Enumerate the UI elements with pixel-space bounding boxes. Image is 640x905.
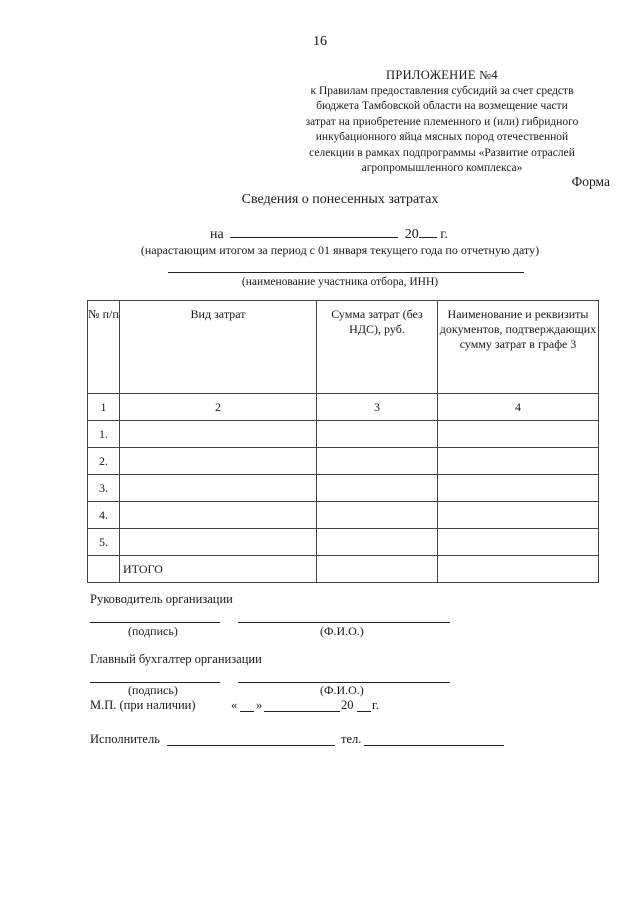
cost-type-cell[interactable]: [120, 421, 317, 448]
total-label: ИТОГО: [120, 556, 317, 583]
cost-type-cell[interactable]: [120, 502, 317, 529]
date-year: 20: [341, 698, 354, 712]
header-number: № п/п: [88, 301, 120, 394]
table-row: [88, 448, 599, 475]
cost-sum-cell[interactable]: [317, 529, 438, 556]
costs-table: [87, 300, 599, 583]
documents-cell[interactable]: [438, 421, 599, 448]
total-number-cell: [88, 556, 120, 583]
appendix-line: инкубационного яйца мясных пород отечественной: [315, 131, 569, 143]
column-number: 4: [438, 394, 599, 421]
accountant-label: Главный бухгалтер организации: [90, 652, 262, 666]
executor-label: Исполнитель: [90, 732, 160, 746]
executor-blank-line[interactable]: [167, 745, 335, 746]
column-number-row: [88, 394, 599, 421]
head-signature-caption: (подпись): [128, 624, 178, 638]
header-cost-sum: Сумма затрат (без НДС), руб.: [317, 301, 438, 394]
table-header-row: [88, 301, 599, 394]
row-number: 5.: [88, 529, 120, 556]
table-row: [88, 475, 599, 502]
appendix-line: агропромышленного комплекса»: [361, 162, 523, 174]
cost-sum-cell[interactable]: [317, 475, 438, 502]
appendix-line: селекции в рамках подпрограммы «Развитие отраслей: [309, 146, 575, 159]
table-row: [88, 421, 599, 448]
cost-sum-cell[interactable]: [317, 502, 438, 529]
date-close-quote: »: [256, 698, 263, 712]
column-number: 3: [317, 394, 438, 421]
date-year-suffix: г.: [440, 227, 448, 242]
cost-type-cell[interactable]: [120, 475, 317, 502]
head-fio-line[interactable]: [238, 622, 450, 623]
date-blank[interactable]: [230, 225, 398, 238]
appendix-line: бюджета Тамбовской области на возмещение части: [316, 100, 568, 112]
cost-sum-cell[interactable]: [317, 448, 438, 475]
form-label: Форма: [571, 174, 610, 189]
day-blank-line[interactable]: [240, 711, 254, 712]
head-label: Руководитель организации: [90, 592, 233, 606]
row-number: 4.: [88, 502, 120, 529]
appendix-header: [282, 68, 602, 177]
cumulative-note: (нарастающим итогом за период с 01 января текущего года по отчетную дату): [140, 243, 540, 257]
head-signature-line[interactable]: [90, 622, 220, 623]
cost-type-cell[interactable]: [120, 448, 317, 475]
column-number: 2: [120, 394, 317, 421]
participant-caption: (наименование участника отбора, ИНН): [241, 276, 439, 288]
page-number: 16: [313, 34, 327, 49]
table-row: [88, 502, 599, 529]
documents-cell[interactable]: [438, 475, 599, 502]
appendix-line: затрат на приобретение племенного и (или) гибридного: [305, 115, 579, 128]
cost-type-cell[interactable]: [120, 529, 317, 556]
total-sum-cell[interactable]: [317, 556, 438, 583]
year-blank-line[interactable]: [357, 711, 371, 712]
year-blank[interactable]: [419, 225, 437, 238]
participant-blank-line[interactable]: [168, 272, 524, 273]
row-number: 1.: [88, 421, 120, 448]
row-number: 2.: [88, 448, 120, 475]
total-row: [88, 556, 599, 583]
table-row: [88, 529, 599, 556]
date-year-prefix: 20: [404, 227, 419, 242]
documents-cell[interactable]: [438, 448, 599, 475]
documents-cell[interactable]: [438, 529, 599, 556]
row-number: 3.: [88, 475, 120, 502]
documents-cell[interactable]: [438, 502, 599, 529]
report-date-line: [210, 225, 448, 243]
header-cost-type: Вид затрат: [120, 301, 317, 394]
head-fio-caption: (Ф.И.О.): [320, 624, 364, 638]
phone-blank-line[interactable]: [364, 745, 504, 746]
date-year-suffix: г.: [372, 698, 379, 712]
phone-label: тел.: [341, 732, 362, 746]
accountant-signature-caption: (подпись): [128, 683, 178, 697]
cost-sum-cell[interactable]: [317, 421, 438, 448]
total-documents-cell[interactable]: [438, 556, 599, 583]
appendix-line: к Правилам предоставления субсидий за счет средств: [310, 84, 574, 97]
header-documents: Наименование и реквизиты документов, подтверждающих сумму затрат в графе 3: [438, 301, 599, 394]
month-blank-line[interactable]: [264, 711, 340, 712]
date-prefix: на: [210, 227, 224, 242]
document-title: Сведения о понесенных затратах: [241, 192, 439, 207]
stamp-label: М.П. (при наличии): [90, 698, 196, 712]
appendix-title: ПРИЛОЖЕНИЕ №4: [386, 68, 498, 82]
column-number: 1: [88, 394, 120, 421]
date-open-quote: «: [231, 698, 238, 712]
accountant-fio-caption: (Ф.И.О.): [320, 683, 364, 697]
